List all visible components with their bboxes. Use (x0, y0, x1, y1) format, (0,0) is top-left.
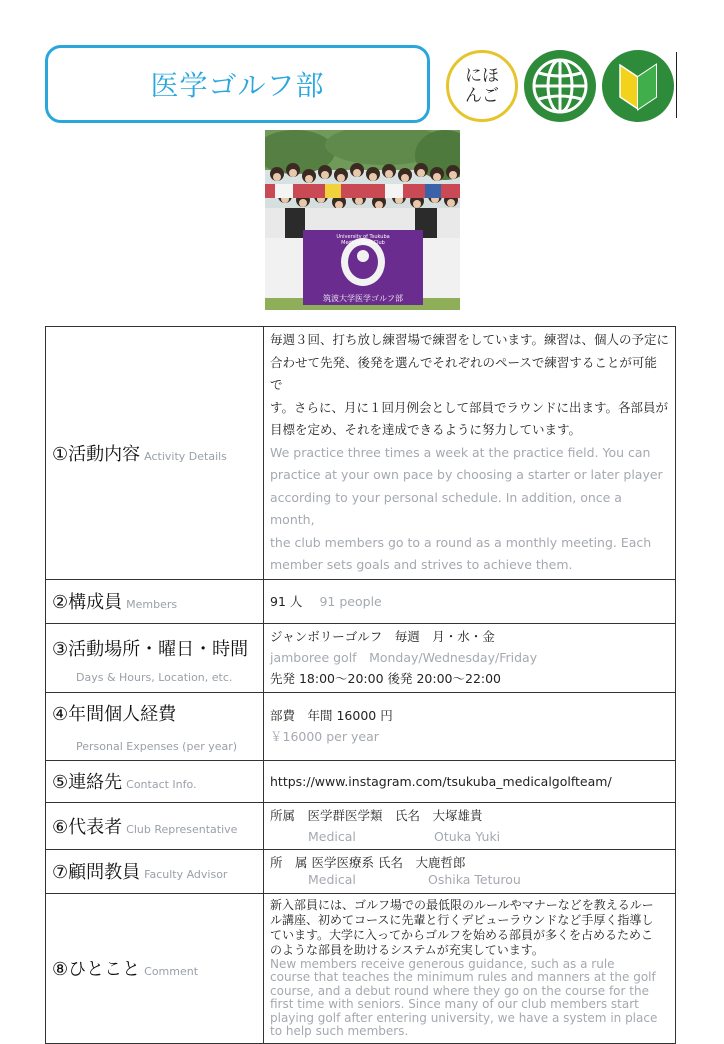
beginner-mark-icon (602, 50, 674, 122)
label-advisor-en: Faculty Advisor (144, 868, 228, 881)
activity-en-line: We practice three times a week at the practice field. You can (270, 444, 651, 460)
expenses-line1: 部費 年間 16000 円 (270, 708, 393, 723)
activity-jp-line: す。さらに、月に１回月例会として部員でラウンドに出ます。各部員が (270, 399, 669, 415)
activity-en-line: member sets goals and strives to achieve them. (270, 557, 573, 572)
label-expenses-en: Personal Expenses (per year) (76, 739, 238, 753)
label-representative (46, 802, 264, 849)
label-expenses-jp: ④年間個人経費 (52, 703, 177, 725)
row-expenses (46, 692, 676, 760)
label-members (46, 579, 264, 623)
label-advisor (46, 849, 264, 893)
place-line2: jamboree golf Monday/Wednesday/Friday (270, 650, 538, 665)
comment-jp-line: のような部員を助けるシステムが充実しています。 (270, 942, 544, 957)
advisor-en-row (270, 871, 669, 888)
nihongo-badge (446, 50, 518, 122)
label-activity (46, 327, 264, 580)
representative-name-en: Otuka Yuki (434, 828, 501, 844)
club-title-box (45, 45, 430, 123)
place-line1: ジャンボリーゴルフ 毎週 月・水・金 (270, 629, 495, 644)
globe-icon (524, 50, 596, 122)
label-members-jp: ②構成員 (52, 592, 123, 613)
activity-en-line: according to your personal schedule. In addition, once a month, (270, 489, 622, 527)
banner-line1: University of Tsukuba (336, 234, 390, 240)
contact-instagram-link[interactable]: https://www.instagram.com/tsukuba_medicalgolfteam/ (270, 773, 612, 789)
comment-en-line: first time with seniors. Since many of our club members start (270, 997, 639, 1011)
comment-en-line: playing golf after entering university, we have a system in place (270, 1010, 658, 1025)
activity-jp-line: 目標を定め、それを達成できるように努力しています。 (270, 422, 582, 437)
row-comment (46, 893, 676, 1043)
activity-en-line: the club members go to a round as a monthly meeting. Each (270, 534, 652, 550)
activity-en-line: practice at your own pace by choosing a starter or later player (270, 467, 663, 482)
label-activity-en: Activity Details (144, 449, 227, 463)
banner-bottom-text: 筑波大学医学ゴルフ部 (323, 294, 403, 303)
content-place (264, 623, 676, 692)
label-comment (46, 893, 264, 1043)
activity-jp-line: 合わせて先発、後発を選んでそれぞれのペースで練習することが可能で (270, 354, 657, 392)
label-contact-jp: ⑤連絡先 (52, 772, 123, 793)
label-representative-jp: ⑥代表者 (52, 816, 123, 838)
banner-line2: Medical Golf Club (341, 240, 385, 246)
representative-line1: 所属 医学群医学類 氏名 大塚雄貴 (270, 807, 483, 823)
comment-jp-line: ル講座、初めてコースに先輩と行くデビューラウンドなど手厚く指導し (270, 912, 654, 927)
row-contact (46, 760, 676, 802)
label-place (46, 623, 264, 692)
label-comment-jp: ⑧ひとこと (52, 959, 141, 980)
label-place-en: Days & Hours, Location, etc. (76, 671, 233, 684)
content-members (264, 579, 676, 623)
representative-en-row (270, 826, 669, 847)
advisor-affil-en: Medical (308, 872, 356, 887)
label-advisor-jp: ⑦顧問教員 (52, 862, 141, 883)
expenses-line2: ￥16000 per year (270, 729, 379, 744)
club-title: 医学ゴルフ部 (150, 69, 325, 102)
comment-jp-line: ています。大学に入ってからゴルフを始める部員が多くを占めるためこ (270, 927, 654, 942)
comment-en-line: to help such members. (270, 1024, 409, 1038)
label-members-en: Members (126, 598, 178, 611)
advisor-line1: 所 属 医学医療系 氏名 大鹿哲郎 (270, 855, 466, 870)
comment-en-line: New members receive generous guidance, such as a rule (270, 956, 615, 971)
row-place (46, 623, 676, 692)
label-expenses (46, 692, 264, 760)
content-representative (264, 802, 676, 849)
row-advisor (46, 849, 676, 893)
place-line3: 先発 18:00〜20:00 後発 20:00〜22:00 (270, 671, 502, 686)
label-contact-en: Contact Info. (126, 778, 197, 791)
nihongo-badge-line1: にほ (465, 66, 499, 86)
content-advisor (264, 849, 676, 893)
comment-jp-line: 新入部員には、ゴルフ場での最低限のルールやマナーなどを教えるルー (270, 897, 654, 912)
members-value-en: 91 people (319, 593, 382, 609)
club-info-table (45, 326, 676, 1044)
content-comment (264, 893, 676, 1043)
comment-en-line: course, and a debut round where they go on the course for the (270, 983, 649, 998)
club-group-photo (265, 130, 460, 310)
content-expenses (264, 692, 676, 760)
content-contact (264, 760, 676, 802)
content-activity (264, 327, 676, 580)
header-divider (676, 52, 677, 118)
comment-en-line: course that teaches the minimum rules and manners at the golf (270, 970, 656, 984)
row-activity (46, 327, 676, 580)
row-representative (46, 802, 676, 849)
label-place-jp: ③活動場所・曜日・時間 (52, 639, 249, 660)
representative-affil-en: Medical (308, 828, 356, 844)
label-comment-en: Comment (144, 965, 199, 978)
activity-jp-line: 毎週３回、打ち放し練習場で練習をしています。練習は、個人の予定に (270, 332, 670, 347)
advisor-name-en: Oshika Teturou (428, 872, 521, 887)
members-value-jp: 91 人 (270, 593, 303, 609)
row-members (46, 579, 676, 623)
nihongo-badge-line2: んご (465, 86, 499, 106)
label-representative-en: Club Representative (126, 822, 238, 836)
label-activity-jp: ①活動内容 (52, 443, 141, 465)
label-contact (46, 760, 264, 802)
